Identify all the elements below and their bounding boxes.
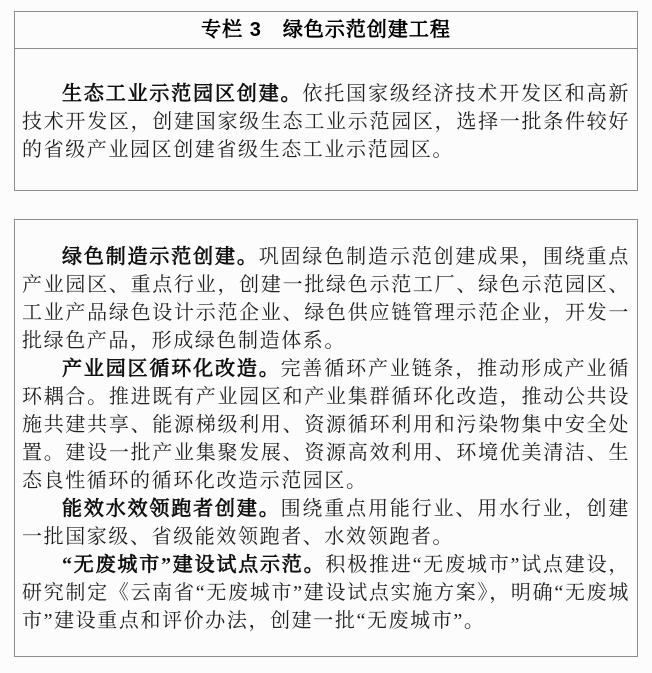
panel-title-row: [15, 12, 637, 49]
panel-top-body: [15, 49, 637, 190]
paragraph-zero-waste-city: [22, 551, 630, 635]
paragraph-body: 积极推进“无废城市”试点建设，研究制定《云南省“无废城市”建设试点实施方案》，明确“无废城市”建设重点和评价办法，创建一批“无废城市”。: [22, 554, 630, 632]
paragraph-body: 围绕重点用能行业、用水行业，创建一批国家级、省级能效领跑者、水效领跑者。: [22, 498, 630, 548]
panel-green-demo-continued: [14, 219, 638, 657]
paragraph-lead: 绿色制造示范创建。: [62, 246, 259, 268]
paragraph-circular-parks: [22, 355, 630, 495]
paragraph-lead: “无废城市”建设试点示范。: [62, 554, 326, 576]
paragraph-lead: 产业园区循环化改造。: [62, 358, 281, 380]
paragraph-green-manufacturing: [22, 243, 630, 355]
paragraph-lead: 生态工业示范园区创建。: [62, 83, 303, 105]
paragraph-lead: 能效水效领跑者创建。: [62, 498, 281, 520]
paragraph-eco-industrial-park: [22, 80, 630, 164]
paragraph-body: 完善循环产业链条，推动形成产业循环耦合。推进既有产业园区和产业集群循环化改造，推动公共设施共建共享、能源梯级利用、资源循环利用和污染物集中安全处置。建设一批产业集聚发展、资源高效利用、环境优美清洁、生态良性循环的循环化改造示范园区。: [22, 358, 630, 492]
paragraph-efficiency-leaders: [22, 495, 630, 551]
panel-green-demo-project: [14, 11, 638, 191]
panel-title: 专栏 3 绿色示范创建工程: [201, 19, 451, 41]
paragraph-body: 依托国家级经济技术开发区和高新技术开发区，创建国家级生态工业示范园区，选择一批条件较好的省级产业园区创建省级生态工业示范园区。: [22, 83, 631, 161]
paragraph-body: 巩固绿色制造示范创建成果，围绕重点产业园区、重点行业，创建一批绿色示范工厂、绿色示范园区、工业产品绿色设计示范企业、绿色供应链管理示范企业，开发一批绿色产品，形成绿色制造体系。: [22, 246, 630, 352]
